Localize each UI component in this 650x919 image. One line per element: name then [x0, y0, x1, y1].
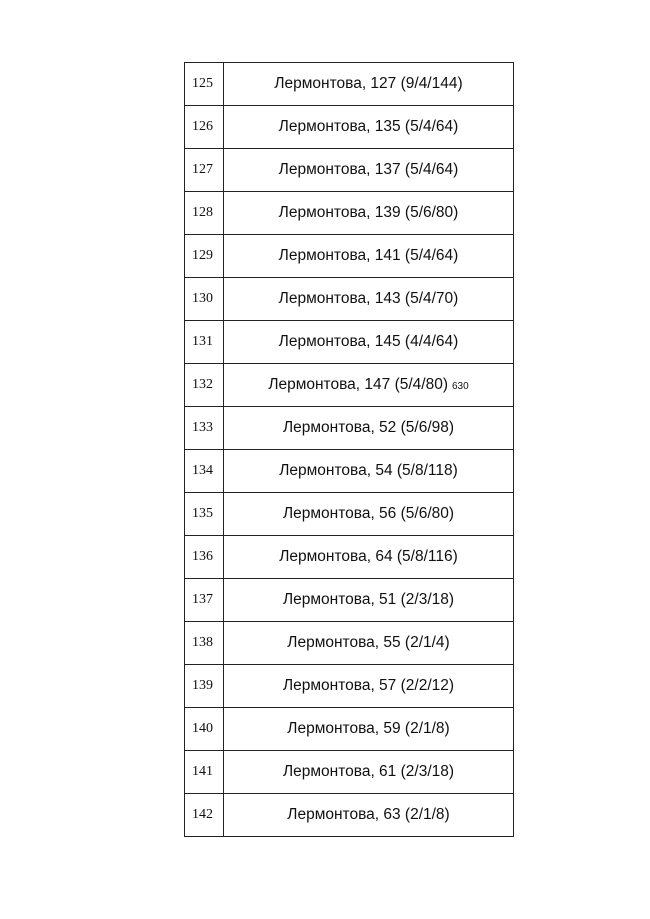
address-text: Лермонтова, 61 (2/3/18)	[282, 763, 455, 780]
address-cell	[224, 665, 514, 708]
table-row	[185, 235, 514, 278]
table-row	[185, 278, 514, 321]
address-text: Лермонтова, 143 (5/4/70)	[278, 290, 459, 307]
table-row	[185, 794, 514, 837]
address-text: Лермонтова, 135 (5/4/64)	[278, 118, 459, 135]
table-row	[185, 364, 514, 407]
address-text: Лермонтова, 52 (5/6/98)	[282, 419, 455, 436]
address-text: Лермонтова, 141 (5/4/64)	[278, 247, 459, 264]
row-number: 135	[185, 493, 224, 536]
table-row	[185, 665, 514, 708]
row-number: 138	[185, 622, 224, 665]
address-text: Лермонтова, 56 (5/6/80)	[282, 505, 455, 522]
address-text: Лермонтова, 127 (9/4/144)	[274, 75, 463, 92]
table-row	[185, 708, 514, 751]
row-number: 132	[185, 364, 224, 407]
row-number: 126	[185, 106, 224, 149]
address-text: Лермонтова, 139 (5/6/80)	[278, 204, 459, 221]
address-cell	[224, 407, 514, 450]
address-text: Лермонтова, 147 (5/4/80)	[268, 376, 448, 393]
table-row	[185, 751, 514, 794]
address-cell	[224, 751, 514, 794]
address-text: Лермонтова, 51 (2/3/18)	[282, 591, 455, 608]
address-cell	[224, 364, 514, 407]
row-number: 125	[185, 63, 224, 106]
table-row	[185, 407, 514, 450]
row-number: 136	[185, 536, 224, 579]
address-text: Лермонтова, 59 (2/1/8)	[287, 720, 450, 737]
table-row	[185, 321, 514, 364]
address-text: Лермонтова, 63 (2/1/8)	[287, 806, 450, 823]
table-row	[185, 149, 514, 192]
row-number: 127	[185, 149, 224, 192]
address-table	[184, 62, 514, 837]
address-text: Лермонтова, 137 (5/4/64)	[278, 161, 459, 178]
address-cell	[224, 794, 514, 837]
row-number: 128	[185, 192, 224, 235]
address-cell	[224, 235, 514, 278]
address-cell	[224, 450, 514, 493]
row-number: 130	[185, 278, 224, 321]
address-cell	[224, 149, 514, 192]
address-note: 630	[452, 381, 469, 392]
address-cell	[224, 493, 514, 536]
row-number: 139	[185, 665, 224, 708]
address-cell	[224, 278, 514, 321]
address-cell	[224, 192, 514, 235]
row-number: 137	[185, 579, 224, 622]
table-row	[185, 192, 514, 235]
row-number: 129	[185, 235, 224, 278]
row-number: 131	[185, 321, 224, 364]
address-text: Лермонтова, 55 (2/1/4)	[287, 634, 450, 651]
row-number: 140	[185, 708, 224, 751]
row-number: 134	[185, 450, 224, 493]
table-row	[185, 493, 514, 536]
table-row	[185, 63, 514, 106]
address-cell	[224, 321, 514, 364]
address-cell	[224, 579, 514, 622]
address-text: Лермонтова, 145 (4/4/64)	[278, 333, 459, 350]
address-text: Лермонтова, 64 (5/8/116)	[279, 548, 458, 565]
address-cell	[224, 708, 514, 751]
row-number: 133	[185, 407, 224, 450]
row-number: 142	[185, 794, 224, 837]
table-body	[185, 63, 514, 837]
table-row	[185, 579, 514, 622]
table-row	[185, 622, 514, 665]
address-cell	[224, 106, 514, 149]
address-text: Лермонтова, 57 (2/2/12)	[282, 677, 455, 694]
table-row	[185, 536, 514, 579]
address-text: Лермонтова, 54 (5/8/118)	[279, 462, 458, 479]
address-cell	[224, 536, 514, 579]
table-row	[185, 106, 514, 149]
row-number: 141	[185, 751, 224, 794]
table-row	[185, 450, 514, 493]
address-cell	[224, 63, 514, 106]
address-cell	[224, 622, 514, 665]
